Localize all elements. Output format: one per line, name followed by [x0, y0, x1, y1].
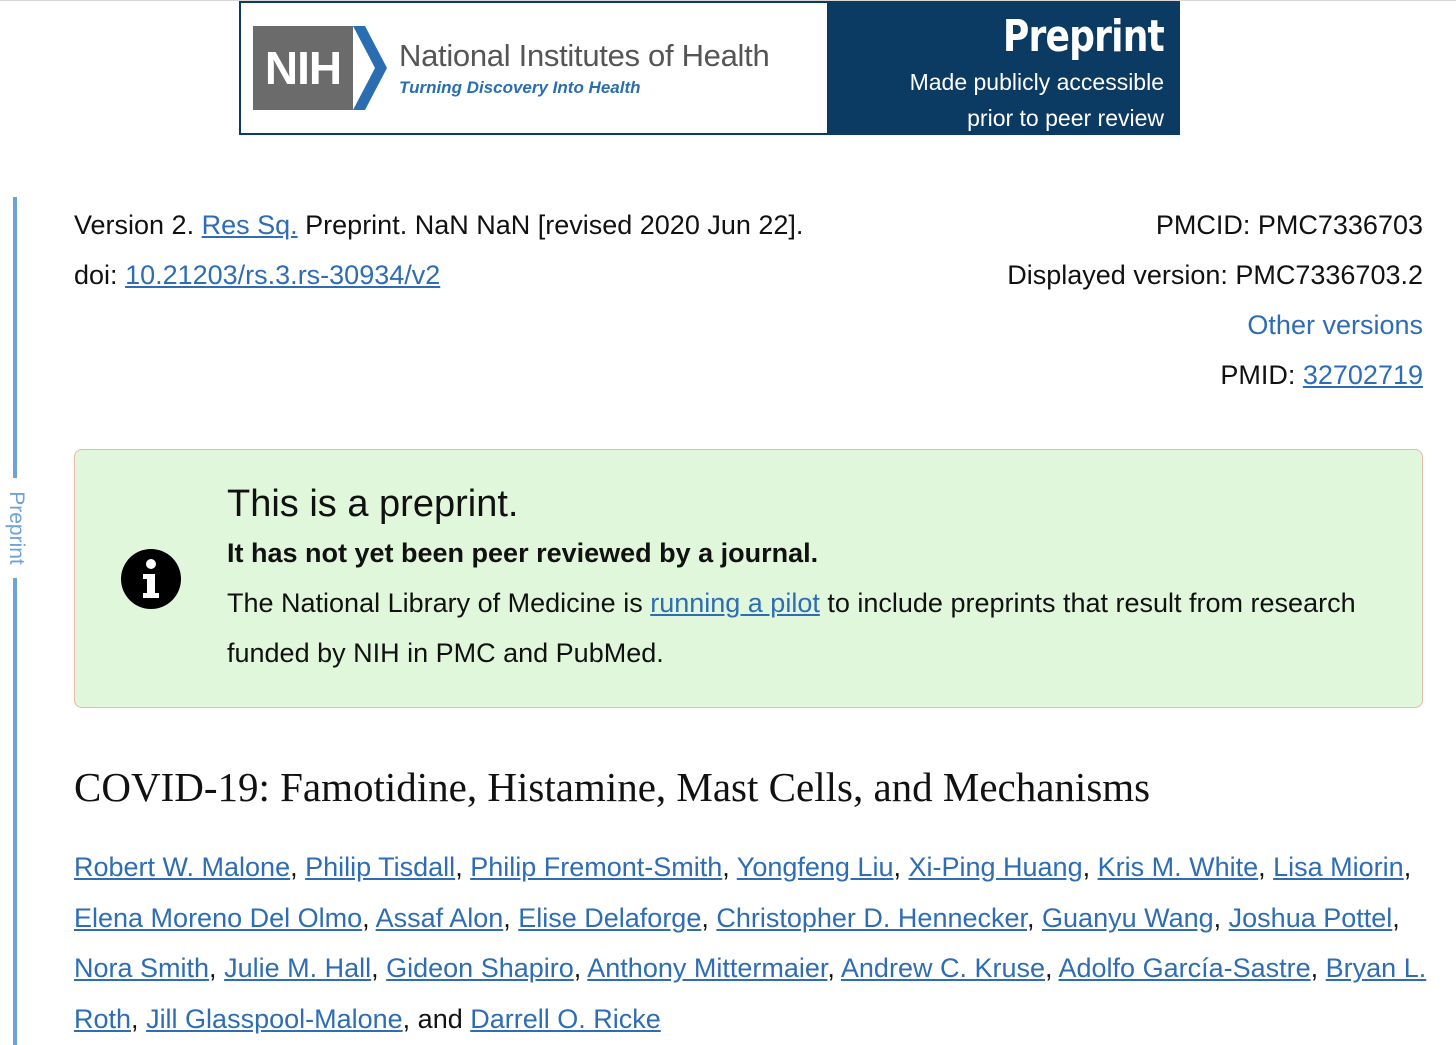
author-separator: ,	[893, 852, 909, 882]
banner-subtitle-1: Made publicly accessible	[909, 69, 1164, 95]
side-label	[6, 478, 26, 578]
author-link[interactable]: Andrew C. Kruse	[840, 953, 1045, 983]
nih-logo[interactable]	[253, 26, 769, 110]
pmid-line	[1007, 350, 1423, 400]
side-label-text: Preprint	[5, 491, 28, 565]
info-icon	[121, 549, 181, 609]
org-tagline: Turning Discovery Into Health	[399, 78, 641, 97]
author-link[interactable]: Yongfeng Liu	[736, 852, 894, 882]
author-separator: ,	[362, 902, 376, 933]
author-link[interactable]: Bryan L. Roth	[74, 953, 1427, 1034]
author-link[interactable]: Assaf Alon	[375, 902, 504, 933]
author-separator: ,	[573, 953, 588, 983]
author-separator: ,	[701, 902, 717, 933]
displayed-version: Displayed version: PMC7336703.2	[1007, 260, 1423, 290]
author-separator: ,	[1392, 902, 1400, 933]
author-link[interactable]: Julie M. Hall	[224, 953, 372, 983]
author-separator: ,	[371, 953, 387, 983]
version-prefix: Version 2.	[74, 210, 195, 240]
author-separator: ,	[455, 852, 471, 882]
author-link[interactable]: Kris M. White	[1097, 852, 1259, 882]
author-link[interactable]: Elena Moreno Del Olmo	[74, 902, 363, 933]
pilot-link[interactable]: running a pilot	[650, 588, 820, 618]
other-versions-link[interactable]: Other versions	[1247, 310, 1423, 340]
author-link[interactable]: Lisa Miorin	[1273, 852, 1404, 882]
article-title: COVID-19: Famotidine, Histamine, Mast Cells, and Mechanisms	[74, 764, 1151, 810]
author-link[interactable]: Joshua Pottel	[1228, 902, 1393, 933]
author-link[interactable]: Christopher D. Hennecker	[716, 902, 1028, 933]
preprint-date: Preprint. NaN NaN [revised 2020 Jun 22].	[305, 210, 804, 240]
banner-subtitle-2: prior to peer review	[967, 105, 1164, 131]
author-link[interactable]: Jill Glasspool-Malone	[146, 1003, 403, 1034]
doi-label: doi:	[74, 260, 118, 290]
author-link[interactable]: Philip Tisdall	[305, 852, 456, 882]
author-separator: ,	[131, 1003, 147, 1034]
preprint-side-rail	[13, 197, 17, 1045]
author-separator: ,	[827, 953, 841, 983]
citation-block	[74, 200, 803, 300]
author-link[interactable]: Guanyu Wang	[1042, 902, 1214, 933]
pmid-link[interactable]: 32702719	[1302, 360, 1423, 390]
author-link[interactable]: Xi-Ping Huang	[908, 852, 1083, 882]
identifiers-block	[1007, 200, 1423, 400]
notice-text-before: The National Library of Medicine is	[227, 588, 643, 618]
author-link[interactable]: Nora Smith	[74, 953, 210, 983]
nih-chevron-icon	[353, 26, 389, 110]
notice-text-after: to include preprints that result from research funded by NIH in PMC and PubMed.	[227, 588, 1356, 668]
author-separator: ,	[1213, 902, 1229, 933]
author-separator: ,	[209, 953, 225, 983]
preprint-notice	[74, 449, 1423, 708]
pmid-label: PMID:	[1220, 360, 1296, 390]
author-link[interactable]: Anthony Mittermaier	[587, 953, 828, 983]
author-link[interactable]: Elise Delaforge	[518, 902, 702, 933]
author-separator: ,	[503, 902, 519, 933]
org-name: National Institutes of Health	[399, 38, 770, 73]
author-separator: ,	[1403, 852, 1412, 882]
doi-link[interactable]: 10.21203/rs.3.rs-30934/v2	[125, 260, 441, 290]
pmcid: PMCID: PMC7336703	[1155, 210, 1423, 240]
notice-text	[227, 578, 1407, 678]
author-link[interactable]: Robert W. Malone	[74, 852, 291, 882]
author-separator: ,	[1045, 953, 1059, 983]
author-link[interactable]: Philip Fremont-Smith	[470, 852, 723, 882]
author-separator: ,	[722, 852, 737, 882]
nih-logo-box: NIH	[253, 26, 353, 110]
author-link[interactable]: Adolfo García-Sastre	[1058, 953, 1311, 983]
author-separator: ,	[1027, 902, 1043, 933]
author-separator: ,	[1310, 953, 1326, 983]
author-list	[74, 842, 1434, 1044]
author-separator: ,	[290, 852, 306, 882]
author-separator: ,	[1082, 852, 1098, 882]
author-conjunction: , and	[402, 1003, 471, 1034]
notice-title: This is a preprint.	[227, 483, 519, 525]
notice-warning: It has not yet been peer reviewed by a journal.	[227, 538, 819, 568]
preprint-banner	[239, 1, 1180, 135]
author-link[interactable]: Darrell O. Ricke	[470, 1003, 661, 1034]
journal-link[interactable]: Res Sq.	[201, 210, 298, 240]
citation-line	[74, 200, 803, 250]
preprint-label-area	[827, 3, 1178, 133]
banner-title: Preprint	[1002, 11, 1164, 62]
doi-line	[74, 250, 803, 300]
nih-logo-area	[241, 3, 827, 133]
author-separator: ,	[1258, 852, 1274, 882]
author-link[interactable]: Gideon Shapiro	[386, 953, 574, 983]
